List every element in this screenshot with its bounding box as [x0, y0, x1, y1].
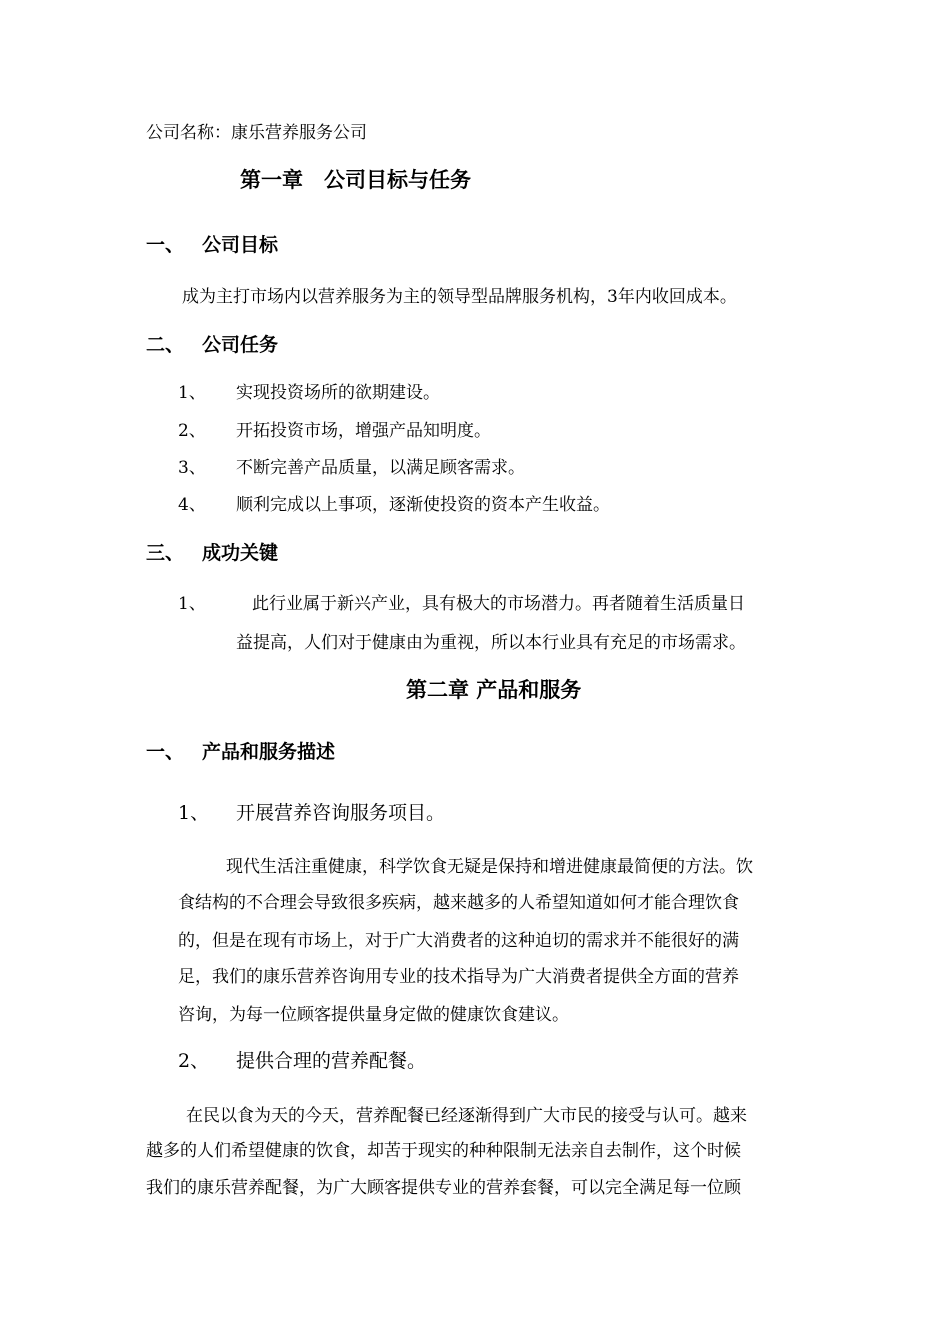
section-products-number: 一、	[146, 741, 185, 763]
task-item-text: 不断完善产品质量，以满足顾客需求。	[236, 458, 525, 478]
task-item-text: 实现投资场所的欲期建设。	[236, 383, 440, 403]
task-item-number: 4、	[178, 495, 206, 515]
task-item-number: 1、	[178, 383, 206, 403]
goal-text: 成为主打市场内以营养服务为主的领导型品牌服务机构，3年内收回成本。	[182, 287, 737, 307]
keys-line: 此行业属于新兴产业，具有极大的市场潜力。再者随着生活质量日	[252, 594, 745, 614]
paragraph-line: 越多的人们希望健康的饮食，却苦于现实的种种限制无法亲自去制作，这个时候	[146, 1141, 741, 1161]
section-tasks-heading: 公司任务	[202, 334, 279, 356]
paragraph-line: 足，我们的康乐营养咨询用专业的技术指导为广大消费者提供全方面的营养	[178, 967, 739, 987]
section-keys-heading: 成功关键	[202, 542, 279, 564]
paragraph-line: 咨询，为每一位顾客提供量身定做的健康饮食建议。	[178, 1005, 569, 1025]
task-item-text: 开拓投资市场，增强产品知明度。	[236, 421, 491, 441]
section-keys-number: 三、	[146, 542, 185, 564]
paragraph-line: 在民以食为天的今天，营养配餐已经逐渐得到广大市民的接受与认可。越来	[186, 1106, 747, 1126]
section-goal-number: 一、	[146, 234, 185, 256]
chapter2-title: 第二章 产品和服务	[406, 678, 582, 702]
task-item-text: 顺利完成以上事项，逐渐使投资的资本产生收益。	[236, 495, 610, 515]
keys-line: 益提高，人们对于健康由为重视，所以本行业具有充足的市场需求。	[236, 633, 746, 653]
product-item-number: 2、	[178, 1050, 210, 1072]
paragraph-line: 的，但是在现有市场上，对于广大消费者的这种迫切的需求并不能很好的满	[178, 931, 739, 951]
task-item-number: 2、	[178, 421, 206, 441]
company-name: 公司名称：康乐营养服务公司	[146, 123, 367, 143]
product-item-number: 1、	[178, 802, 210, 824]
product-item-title: 提供合理的营养配餐。	[236, 1050, 427, 1072]
chapter1-title: 第一章 公司目标与任务	[240, 168, 471, 192]
section-products-heading: 产品和服务描述	[202, 741, 336, 763]
paragraph-line: 食结构的不合理会导致很多疾病，越来越多的人希望知道如何才能合理饮食	[178, 893, 739, 913]
keys-item-number: 1、	[178, 594, 206, 614]
paragraph-line: 现代生活注重健康，科学饮食无疑是保持和增进健康最简便的方法。饮	[226, 857, 753, 877]
product-item-title: 开展营养咨询服务项目。	[236, 802, 446, 824]
section-tasks-number: 二、	[146, 334, 185, 356]
section-goal-heading: 公司目标	[202, 234, 279, 256]
task-item-number: 3、	[178, 458, 206, 478]
paragraph-line: 我们的康乐营养配餐，为广大顾客提供专业的营养套餐，可以完全满足每一位顾	[146, 1178, 741, 1198]
